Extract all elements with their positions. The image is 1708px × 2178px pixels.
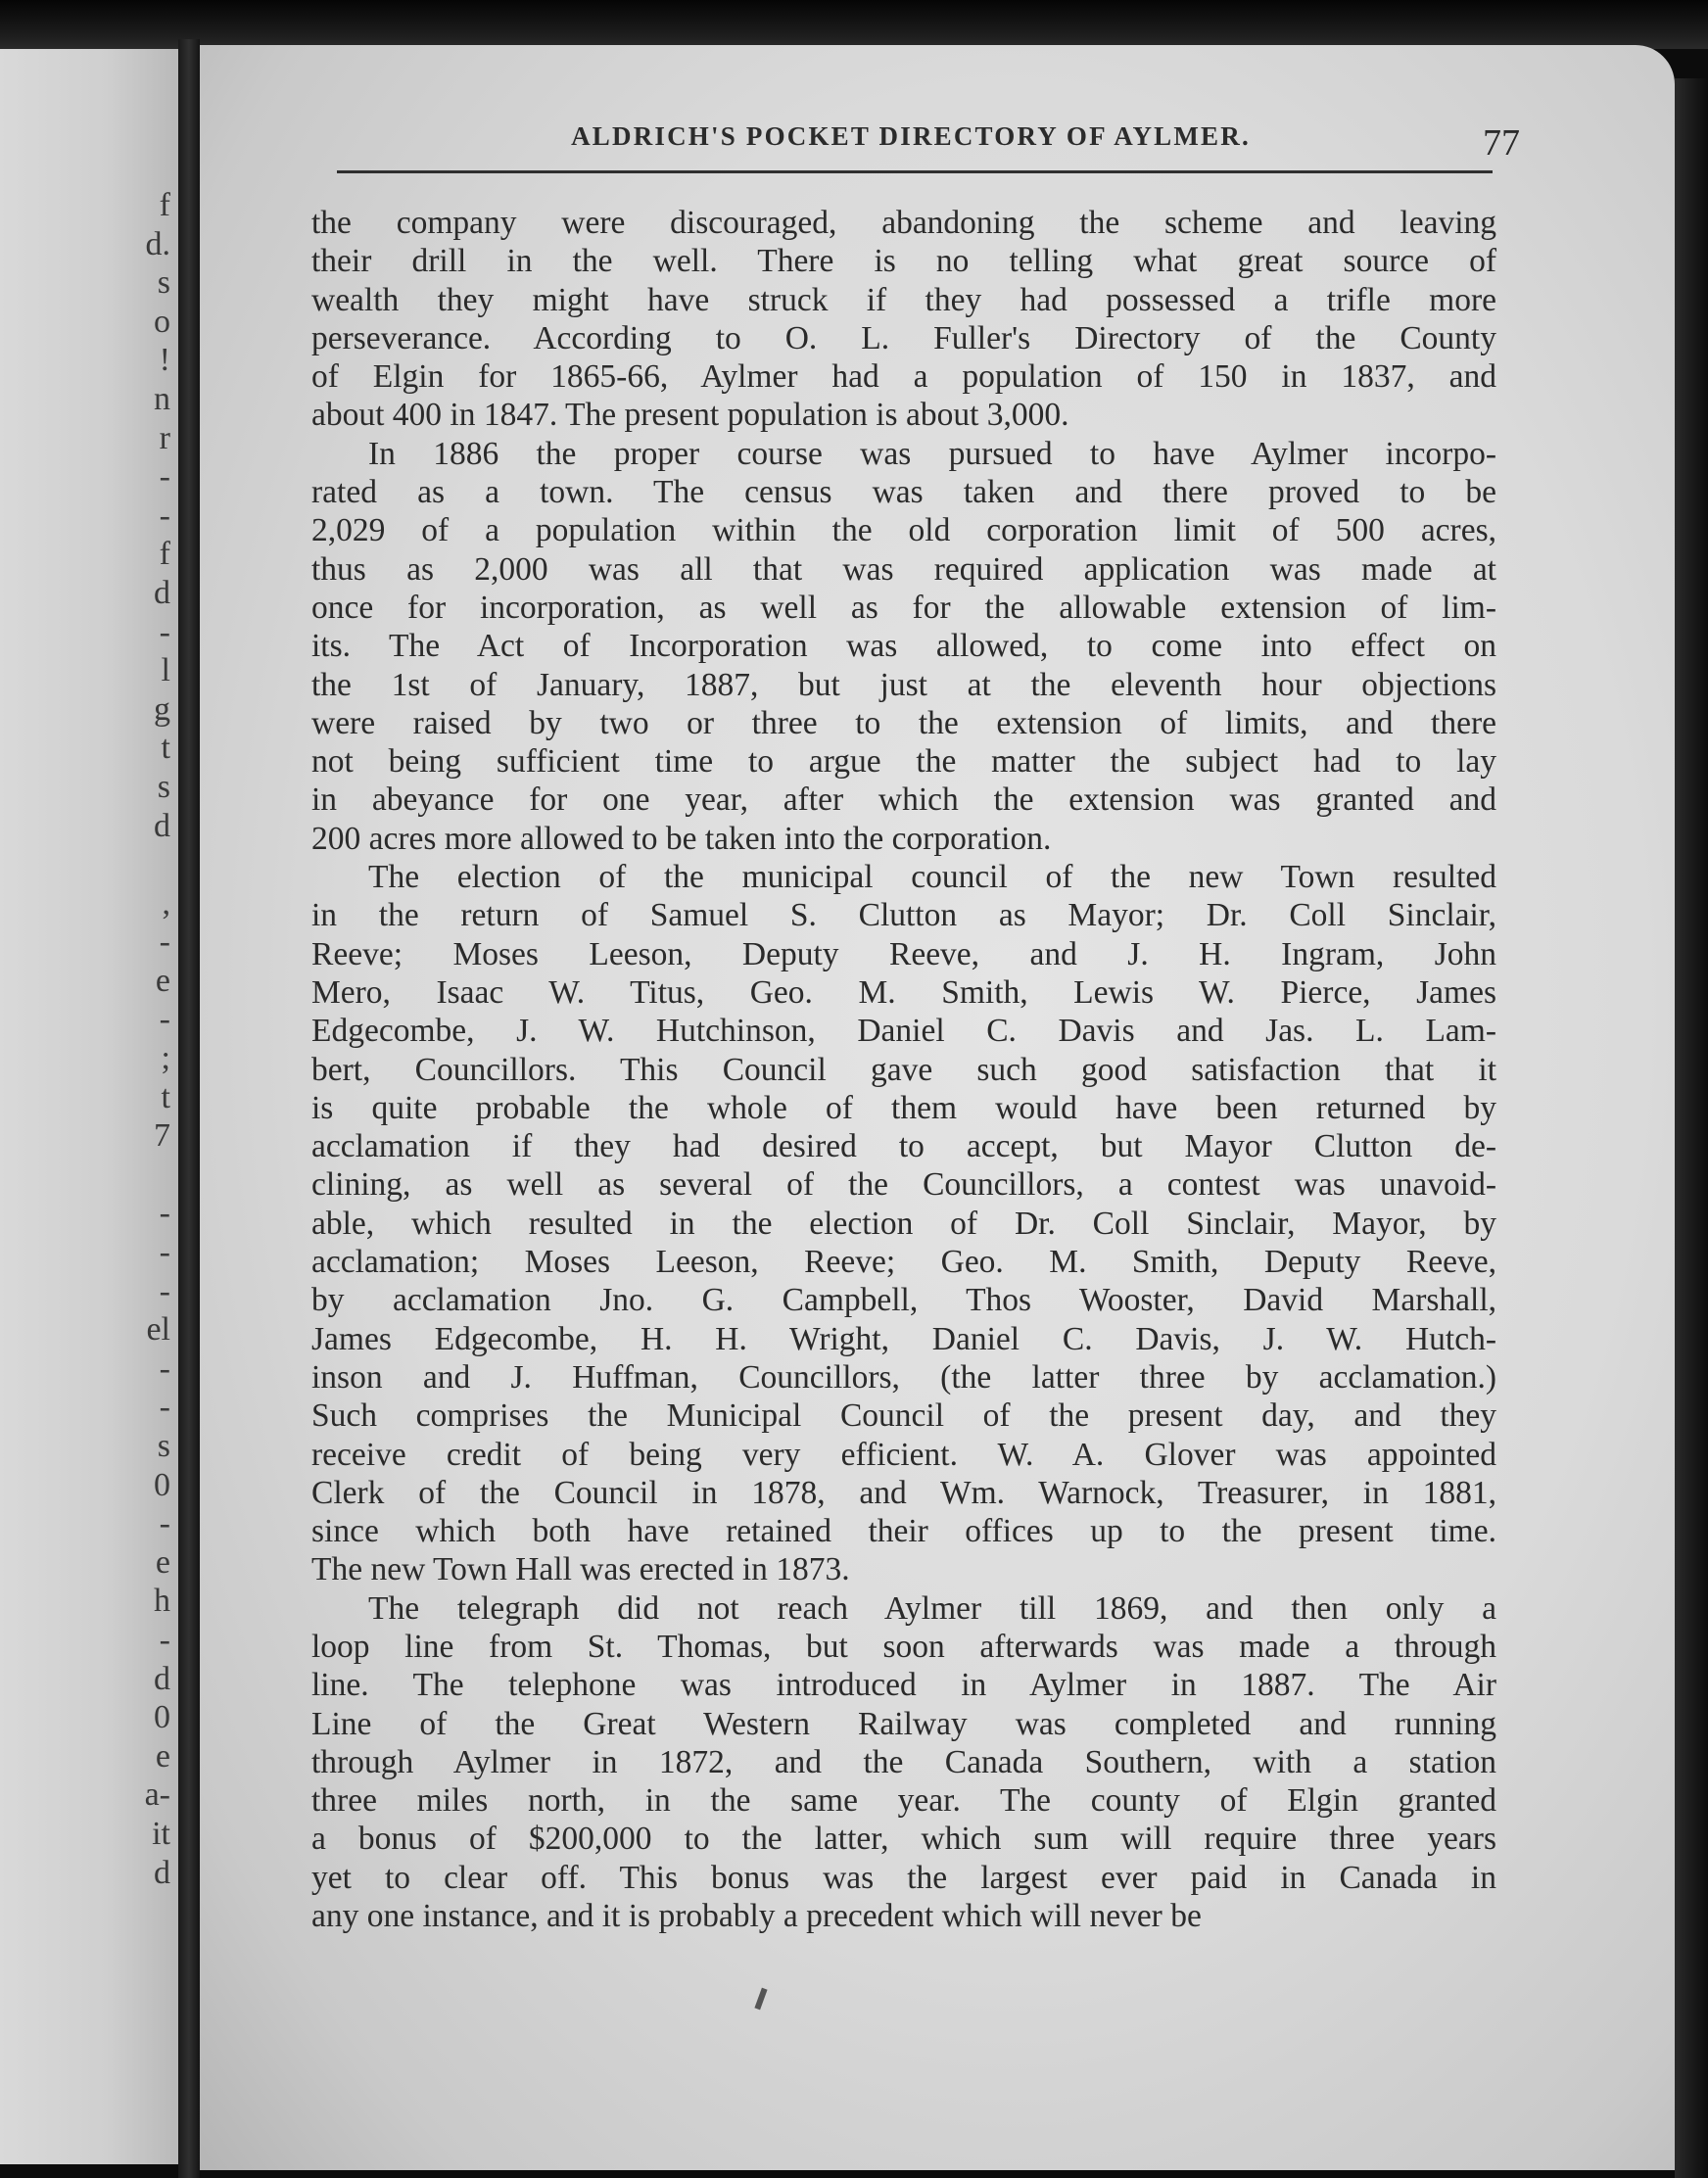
paragraph bbox=[311, 1589, 1496, 1936]
facing-page-fragment: d bbox=[154, 1854, 170, 1891]
facing-page-fragment: 0 bbox=[154, 1466, 170, 1503]
facing-page-fragment: r bbox=[159, 419, 170, 456]
text-line: a bonus of $200,000 to the latter, which sum will require three years bbox=[311, 1821, 1496, 1858]
text-line: by acclamation Jno. G. Campbell, Thos Wooster, David Marshall, bbox=[311, 1282, 1496, 1319]
text-line: rated as a town. The census was taken and there proved to be bbox=[311, 474, 1496, 511]
facing-page-fragment: s bbox=[157, 1428, 170, 1464]
facing-page-fragment: d bbox=[154, 807, 170, 844]
facing-page-fragment: el bbox=[146, 1311, 170, 1349]
facing-page-fragment: s bbox=[157, 768, 170, 805]
facing-page-fragment: 0 bbox=[154, 1699, 170, 1736]
text-line: through Aylmer in 1872, and the Canada Southern, with a station bbox=[311, 1743, 1496, 1780]
facing-page-fragment: - bbox=[159, 1349, 170, 1387]
facing-page-fragment: s bbox=[157, 264, 170, 302]
facing-page-fragment: - bbox=[159, 1234, 170, 1271]
text-line: Clerk of the Council in 1878, and Wm. Warnock, Treasurer, in 1881, bbox=[311, 1474, 1496, 1511]
binding-top-strip bbox=[0, 0, 1708, 49]
facing-page-fragment: l bbox=[161, 652, 170, 689]
text-line: Line of the Great Western Railway was completed and running bbox=[311, 1705, 1496, 1742]
facing-page-fragment: g bbox=[154, 690, 170, 728]
facing-page-fragment: n bbox=[154, 380, 170, 417]
text-line: any one instance, and it is probably a precedent which will never be bbox=[311, 1898, 1202, 1935]
text-line: acclamation if they had desired to accept, but Mayor Clutton de- bbox=[311, 1128, 1496, 1165]
facing-page-fragment: - bbox=[159, 458, 170, 496]
facing-page-fragment: - bbox=[159, 923, 170, 961]
text-line: The new Town Hall was erected in 1873. bbox=[311, 1551, 850, 1588]
facing-page-line-endings bbox=[131, 186, 170, 1892]
text-line: The election of the municipal council of the new Town resulted bbox=[368, 859, 1496, 896]
paragraph bbox=[311, 435, 1496, 858]
facing-page-fragment bbox=[131, 845, 170, 884]
text-line: loop line from St. Thomas, but soon afterwards was made a through bbox=[311, 1628, 1496, 1665]
text-line: receive credit of being very efficient. W. A. Glover was appointed bbox=[311, 1436, 1496, 1473]
text-line: perseverance. According to O. L. Fuller's Directory of the County bbox=[311, 319, 1496, 356]
text-line: bert, Councillors. This Council gave such good satisfaction that it bbox=[311, 1051, 1496, 1088]
facing-page-fragment: o bbox=[154, 303, 170, 340]
facing-page-fragment: e bbox=[155, 1543, 170, 1581]
facing-page-fragment: - bbox=[159, 1505, 170, 1542]
facing-page-fragment: ! bbox=[159, 342, 170, 379]
running-head: ALDRICH'S POCKET DIRECTORY OF AYLMER. bbox=[571, 121, 1251, 151]
text-line: wealth they might have struck if they had possessed a trifle more bbox=[311, 281, 1496, 318]
text-line: James Edgecombe, H. H. Wright, Daniel C. Davis, J. W. Hutch- bbox=[311, 1320, 1496, 1357]
facing-page-fragment: - bbox=[159, 1621, 170, 1658]
text-line: Such comprises the Municipal Council of the present day, and they bbox=[311, 1397, 1496, 1435]
text-line: of Elgin for 1865-66, Aylmer had a population of 150 in 1837, and bbox=[311, 358, 1496, 396]
paragraph bbox=[311, 204, 1496, 435]
text-line: Reeve; Moses Leeson, Deputy Reeve, and J. H. Ingram, John bbox=[311, 935, 1496, 972]
text-line: in abeyance for one year, after which the extension was granted and bbox=[311, 781, 1496, 819]
text-line: able, which resulted in the election of Dr. Coll Sinclair, Mayor, by bbox=[311, 1205, 1496, 1242]
body-text bbox=[311, 204, 1496, 1935]
facing-page-fragment: - bbox=[159, 1272, 170, 1309]
text-line: in the return of Samuel S. Clutton as Mayor; Dr. Coll Sinclair, bbox=[311, 897, 1496, 934]
text-line: acclamation; Moses Leeson, Reeve; Geo. M. Smith, Deputy Reeve, bbox=[311, 1244, 1496, 1281]
facing-page-fragment: ; bbox=[161, 1040, 170, 1077]
facing-page-fragment: f bbox=[159, 187, 170, 223]
facing-page-fragment: t bbox=[161, 1078, 170, 1115]
facing-page-fragment: t bbox=[161, 730, 170, 767]
facing-page-fragment: - bbox=[159, 1389, 170, 1426]
paragraph bbox=[311, 858, 1496, 1589]
facing-page-fragment bbox=[131, 1156, 170, 1195]
text-line: three miles north, in the same year. The county of Elgin granted bbox=[311, 1782, 1496, 1820]
text-line: 200 acres more allowed to be taken into the corporation. bbox=[311, 820, 1052, 857]
facing-page-left bbox=[0, 49, 178, 2164]
facing-page-fragment: it bbox=[152, 1815, 170, 1852]
facing-page-fragment: d. bbox=[145, 225, 170, 262]
text-line: once for incorporation, as well as for the allowable extension of lim- bbox=[311, 589, 1496, 626]
facing-page-fragment: f bbox=[159, 536, 170, 573]
text-line: yet to clear off. This bonus was the largest ever paid in Canada in bbox=[311, 1859, 1496, 1896]
text-line: the company were discouraged, abandoning the scheme and leaving bbox=[311, 205, 1496, 241]
page-edge-shadow bbox=[1675, 78, 1708, 2178]
facing-page-fragment: 7 bbox=[154, 1117, 170, 1155]
text-line: were raised by two or three to the extension of limits, and there bbox=[311, 704, 1496, 741]
facing-page-fragment: - bbox=[159, 1195, 170, 1232]
page-number: 77 bbox=[1483, 122, 1520, 164]
facing-page-fragment: - bbox=[159, 497, 170, 534]
text-line: thus as 2,000 was all that was required application was made at bbox=[311, 550, 1496, 588]
text-line: is quite probable the whole of them would have been returned by bbox=[311, 1089, 1496, 1126]
text-line: about 400 in 1847. The present population is about 3,000. bbox=[311, 397, 1069, 434]
text-line: the 1st of January, 1887, but just at the eleventh hour objections bbox=[311, 666, 1496, 703]
text-line: The telegraph did not reach Aylmer till 1869, and then only a bbox=[368, 1589, 1496, 1627]
text-line: Mero, Isaac W. Titus, Geo. M. Smith, Lewis W. Pierce, James bbox=[311, 973, 1496, 1011]
facing-page-fragment: - bbox=[159, 1001, 170, 1038]
text-line: In 1886 the proper course was pursued to have Aylmer incorpo- bbox=[368, 435, 1496, 472]
text-line: not being sufficient time to argue the matter the subject had to lay bbox=[311, 743, 1496, 781]
facing-page-fragment: d bbox=[154, 1660, 170, 1697]
facing-page-fragment: , bbox=[162, 884, 170, 922]
facing-page-fragment: d bbox=[154, 574, 170, 611]
facing-page-fragment: a- bbox=[144, 1776, 170, 1814]
text-line: line. The telephone was introduced in Aylmer in 1887. The Air bbox=[311, 1667, 1496, 1704]
text-line: inson and J. Huffman, Councillors, (the latter three by acclamation.) bbox=[311, 1358, 1496, 1396]
facing-page-fragment: h bbox=[154, 1583, 170, 1620]
text-line: clining, as well as several of the Councillors, a contest was unavoid- bbox=[311, 1166, 1496, 1204]
text-line: since which both have retained their offices up to the present time. bbox=[311, 1513, 1496, 1550]
header-rule bbox=[337, 170, 1493, 173]
text-line: Edgecombe, J. W. Hutchinson, Daniel C. Davis and Jas. L. Lam- bbox=[311, 1013, 1496, 1050]
text-line: their drill in the well. There is no telling what great source of bbox=[311, 243, 1496, 280]
facing-page-fragment: - bbox=[159, 613, 170, 650]
book-gutter bbox=[178, 39, 200, 2178]
text-line: 2,029 of a population within the old corporation limit of 500 acres, bbox=[311, 512, 1496, 549]
facing-page-fragment: e bbox=[155, 1737, 170, 1775]
text-line: its. The Act of Incorporation was allowed, to come into effect on bbox=[311, 628, 1496, 665]
facing-page-fragment: e bbox=[155, 962, 170, 999]
